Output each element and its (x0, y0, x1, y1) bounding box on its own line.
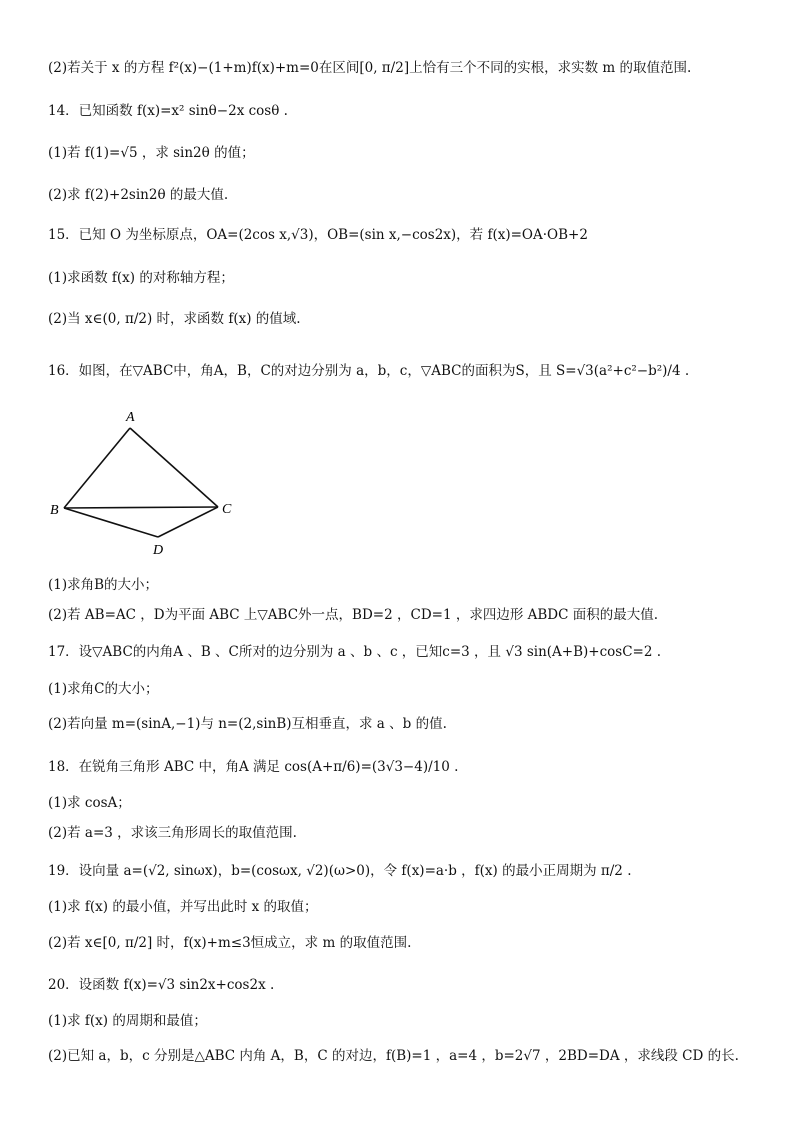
q14-part2: (2)求 f(2)+2sin2θ 的最大值. (48, 187, 229, 203)
label-D: D (153, 543, 164, 558)
q20-part2: (2)已知 a，b，c 分别是△ABC 内角 A，B，C 的对边，f(B)=1 ，a=4 ，b=2√7 ，2BD=DA ，求线段 CD 的长. (48, 1048, 739, 1064)
label-B: B (50, 503, 59, 518)
q20-stem: 20．设函数 f(x)=√3 sin2x+cos2x . (48, 977, 275, 993)
q15-part1: (1)求函数 f(x) 的对称轴方程； (48, 270, 234, 286)
edge-AB (64, 428, 130, 508)
q13-part2: (2)若关于 x 的方程 f²(x)−(1+m)f(x)+m=0在区间[0, π/2]上恰有三个不同的实根，求实数 m 的取值范围. (48, 60, 692, 76)
label-C: C (222, 502, 232, 517)
q19-part1: (1)求 f(x) 的最小值，并写出此时 x 的取值； (48, 899, 318, 915)
q17-stem: 17．设▽ABC的内角A 、B 、C所对的边分别为 a 、b 、c ，已知c=3 ，且 √3 sin(A+B)+cosC=2 . (48, 644, 662, 660)
edge-BC (64, 507, 218, 508)
q19-part2: (2)若 x∈[0, π/2] 时，f(x)+m≤3恒成立，求 m 的取值范围. (48, 935, 412, 951)
q18-stem: 18．在锐角三角形 ABC 中，角A 满足 cos(A+π/6)=(3√3−4)/10 . (48, 759, 459, 775)
q19-stem: 19．设向量 a=(√2, sinωx)，b=(cosωx, √2)(ω>0)，令 f(x)=a·b ，f(x) 的最小正周期为 π/2 . (48, 863, 632, 879)
edge-CD (158, 507, 218, 537)
q16-part1: (1)求角B的大小； (48, 577, 159, 593)
q14-part1: (1)若 f(1)=√5 ，求 sin2θ 的值； (48, 145, 255, 161)
q16-part2: (2)若 AB=AC ，D为平面 ABC 上▽ABC外一点，BD=2 ，CD=1 ，求四边形 ABDC 面积的最大值. (48, 607, 659, 623)
triangle-figure (44, 405, 244, 565)
q15-part2: (2)当 x∈(0, π/2) 时，求函数 f(x) 的值域. (48, 311, 301, 327)
q20-part1: (1)求 f(x) 的周期和最值； (48, 1013, 207, 1029)
q15-stem: 15．已知 O 为坐标原点，OA=(2cos x,√3)，OB=(sin x,−cos2x)，若 f(x)=OA·OB+2 (48, 227, 588, 243)
q18-part2: (2)若 a=3 ，求该三角形周长的取值范围. (48, 825, 297, 841)
label-A: A (126, 410, 135, 425)
edge-BD (64, 508, 158, 537)
q14-stem: 14．已知函数 f(x)=x² sinθ−2x cosθ . (48, 103, 288, 119)
q18-part1: (1)求 cosA； (48, 795, 131, 811)
q17-part2: (2)若向量 m=(sinA,−1)与 n=(2,sinB)互相垂直，求 a 、b 的值. (48, 716, 447, 732)
q17-part1: (1)求角C的大小； (48, 681, 159, 697)
edge-AC (130, 428, 218, 507)
q16-stem: 16．如图，在▽ABC中，角A，B，C的对边分别为 a，b，c，▽ABC的面积为S，且 S=√3(a²+c²−b²)/4 . (48, 363, 690, 379)
